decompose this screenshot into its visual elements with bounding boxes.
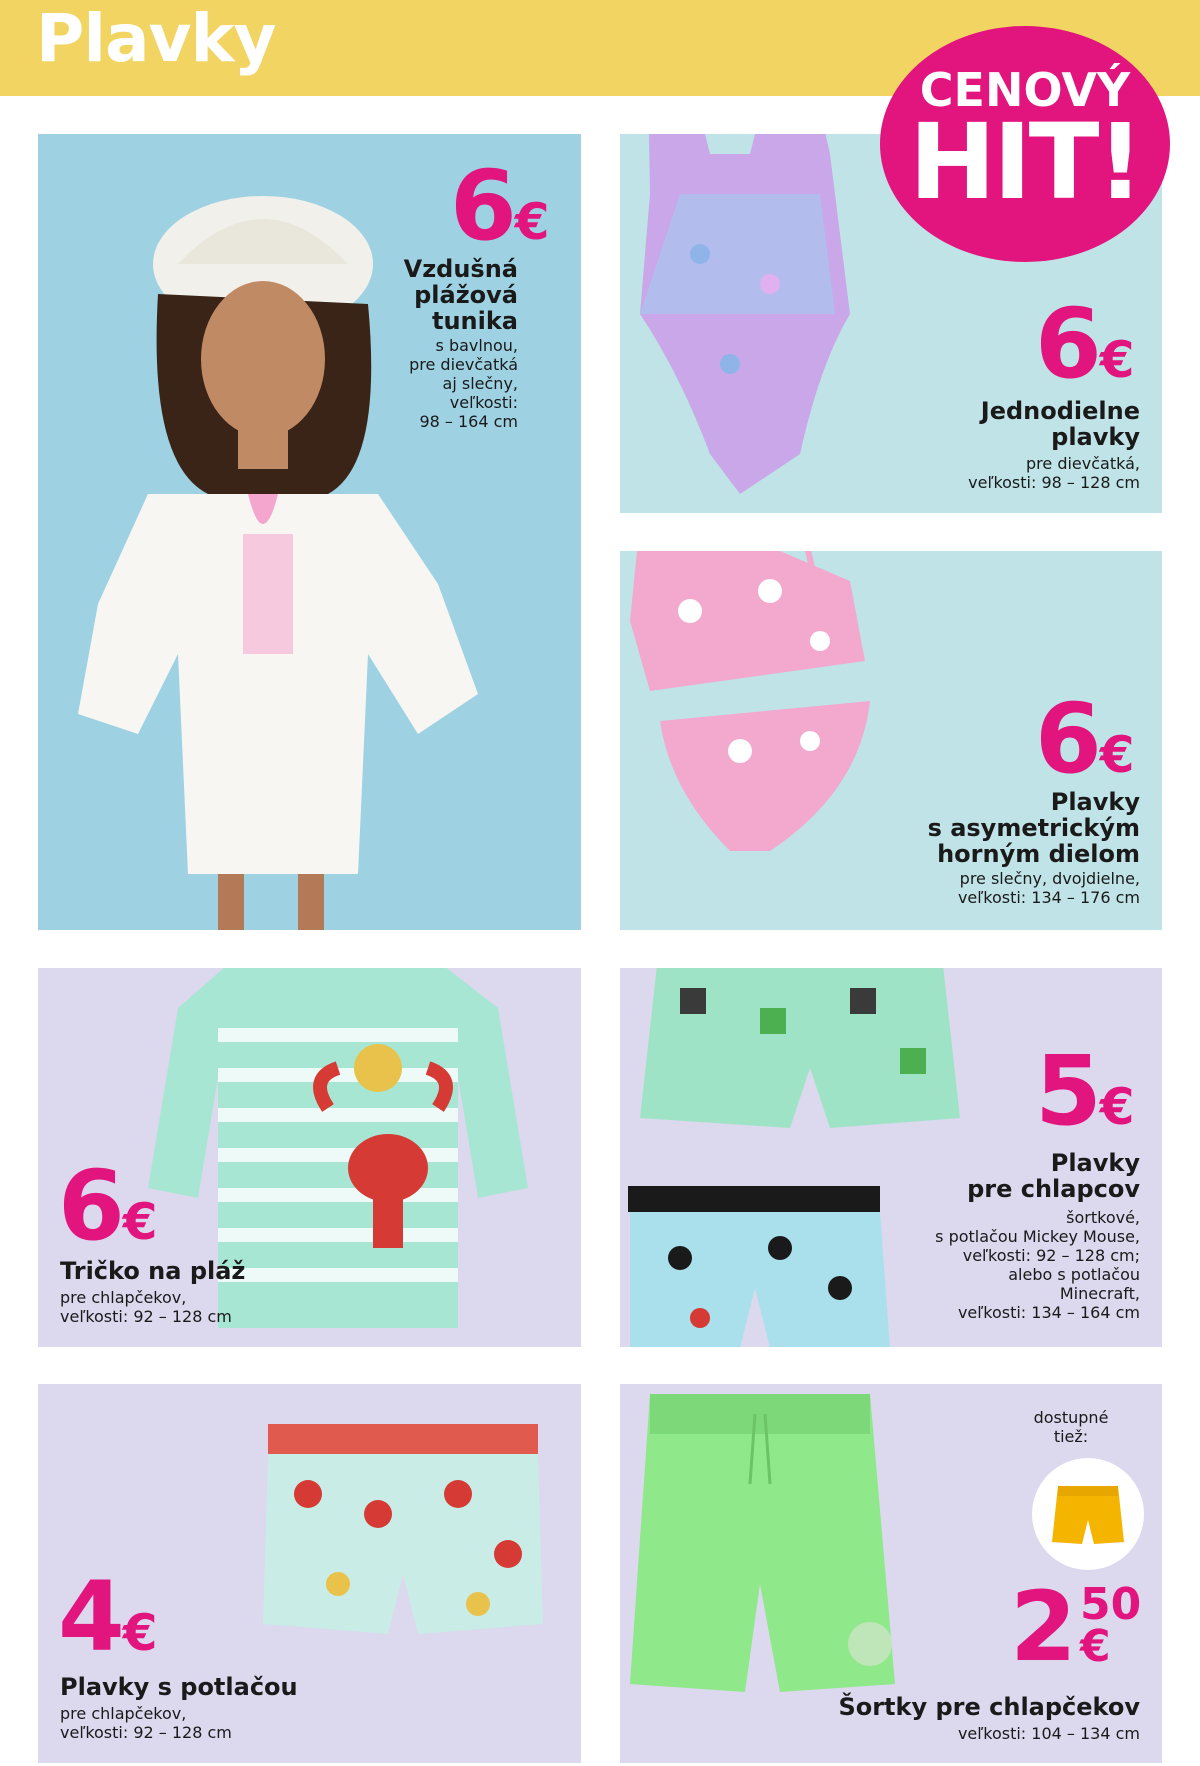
price-value: 5 [1035,1035,1098,1147]
also-available-note: dostupné tiež: [1033,1408,1109,1446]
product-name-shorts: Šortky pre chlapčekov [838,1693,1140,1721]
product-desc-printed-trunks: pre chlapčekov, veľkosti: 92 – 128 cm [60,1704,232,1742]
product-panel-bikini[interactable] [620,551,1162,930]
price-tag-boys-trunks [1035,1035,1135,1147]
price-value: 6 [58,1150,121,1262]
product-name-printed-trunks: Plavky s potlačou [60,1673,298,1701]
product-name-bikini: Plavky s asymetrickým horným dielom [927,788,1140,868]
price-value: 2 [1010,1571,1073,1683]
product-desc-tshirt: pre chlapčekov, veľkosti: 92 – 128 cm [60,1288,232,1326]
currency-symbol: € [1099,331,1135,389]
price-tag-tshirt [58,1150,158,1262]
currency-symbol: € [1080,1621,1111,1672]
price-cents: 50 [1080,1579,1142,1630]
product-desc-boys-trunks: šortkové, s potlačou Mickey Mouse, veľkosti: 92 – 128 cm; alebo s potlačou Minecraft, veľkosti: 134 – 164 cm [935,1208,1140,1322]
color-variant-bubble[interactable] [1032,1458,1144,1570]
price-tag-bikini [1035,683,1135,795]
product-desc-onepiece: pre dievčatká, veľkosti: 98 – 128 cm [968,454,1140,492]
currency-symbol: € [1099,726,1135,784]
product-name-tshirt: Tričko na pláž [60,1257,246,1285]
price-value: 6 [1035,288,1098,400]
price-tag-onepiece [1035,288,1135,400]
product-panel-boys-trunks[interactable] [620,968,1162,1347]
product-panel-shorts[interactable] [620,1384,1162,1763]
badge-line-1: CENOVÝ [919,63,1131,117]
product-name-tunic: Vzdušná plážová tunika [403,255,518,335]
product-desc-tunic: s bavlnou, pre dievčatká aj slečny, veľkosti: 98 – 164 cm [409,336,518,431]
page-title: Plavky [36,0,276,77]
price-tag-printed-trunks [58,1561,158,1673]
product-desc-shorts: veľkosti: 104 – 134 cm [957,1724,1140,1743]
product-desc-bikini: pre slečny, dvojdielne, veľkosti: 134 – 176 cm [957,869,1140,907]
price-value: 6 [1035,683,1098,795]
currency-symbol: € [122,1193,158,1251]
price-value: 4 [58,1561,121,1673]
badge-line-2: HIT! [908,101,1142,223]
price-tag-shorts [1010,1571,1150,1683]
product-name-boys-trunks: Plavky pre chlapcov [967,1149,1140,1203]
currency-symbol: € [1099,1078,1135,1136]
product-panel-printed-trunks[interactable] [38,1384,581,1763]
yellow-shorts-icon [1032,1458,1144,1570]
product-name-onepiece: Jednodielne plavky [980,397,1140,451]
price-tag-tunic [450,150,550,262]
currency-symbol: € [122,1604,158,1662]
price-hit-badge [880,26,1170,262]
product-panel-tunic[interactable] [38,134,581,930]
price-value: 6 [450,150,513,262]
product-panel-tshirt[interactable] [38,968,581,1347]
currency-symbol: € [514,193,550,251]
